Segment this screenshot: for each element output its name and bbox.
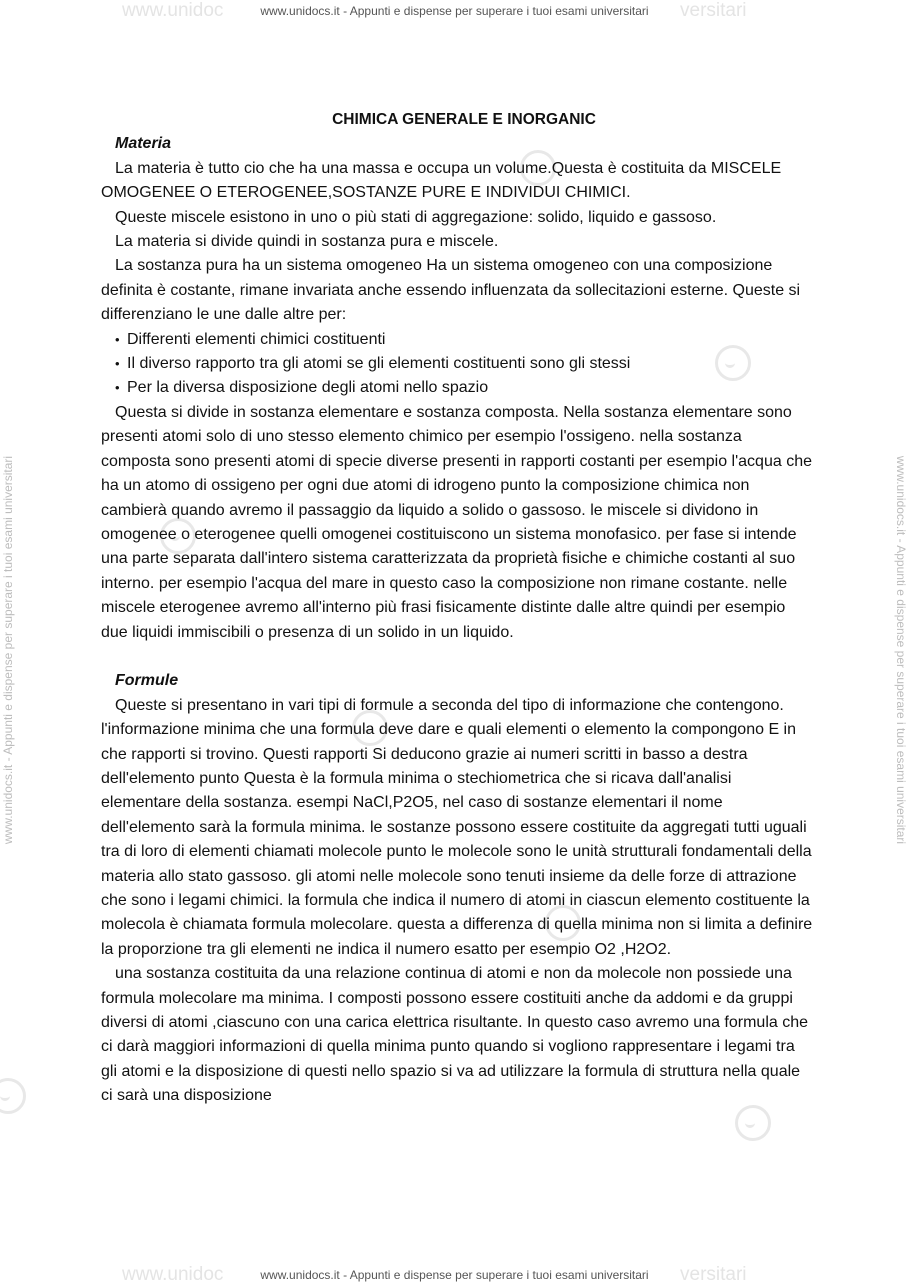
- document-title: CHIMICA GENERALE E INORGANIC: [332, 111, 596, 128]
- spacer: [101, 645, 813, 669]
- paragraph: Queste miscele esistono in uno o più stati di aggregazione: solido, liquido e gassoso.: [115, 208, 717, 226]
- list-item: • Il diverso rapporto tra gli atomi se gli elementi costituenti sono gli stessi: [115, 352, 813, 376]
- paragraph: Queste si presentano in vari tipi di formule a seconda del tipo di informazione che contengono. l'informazione minima che una formula deve dare e quali elementi o elemento la compongono E in che rapporti si trovino. Questi rapporti Si deducono grazie ai numeri scritti in basso a destra dell'elemento punto Questa è la formula minima o stechiometrica che si ricava dall'analisi elementare della sostanza. esempi NaCl,P2O5, nel caso di sostanze elementari il nome dell'elemento sarà la formula minima. le sostanze possono essere costituite da aggregati tutti uguali tra di loro di elementi chiamati molecole punto le molecole sono le unità strutturali fondamentali della materia allo stato gassoso. gli atomi nelle molecole sono tenuti insieme da delle forze di attrazione che sono i legami chimici. la formula che indica il numero di atomi in ciascun elemento costituente la molecola è chiamata formula molecolare. questa a differenza di quella minima non si limita a definire la proporzione tra gli elementi ne indica il numero esatto per esempio O2 ,H2O2.: [101, 696, 813, 958]
- paragraph: Questa si divide in sostanza elementare e sostanza composta. Nella sostanza elementare sono presenti atomi solo di uno stesso elemento chimico per esempio l'ossigeno. nella sostanza composta sono presenti atomi di specie diverse presenti in rapporti costanti per esempio l'acqua che ha un atomo di ossigeno per ogni due atomi di idrogeno punto la composizione chimica non cambierà quando avremo il passaggio da liquido a solido o gassoso. le miscele si dividono in omogenee o eterogenee quelli omogenei costituiscono un sistema monofasico. per fase si intende una parte separata dall'intero sistema caratterizzata da proprietà fisiche e chimiche costanti al suo interno. per esempio l'acqua del mare in questo caso la composizione non rimane costante. nelle miscele eterogenee avremo all'interno più frasi fisicamente distinte dalle altre quindi per esempio due liquidi immiscibili o presenza di un solido in un liquido.: [101, 403, 812, 641]
- top-watermark-banner: [0, 0, 909, 21]
- right-side-watermark: www.unidocs.it - Appunti e dispense per superare i tuoi esami universitari: [894, 455, 908, 845]
- paragraph: La sostanza pura ha un sistema omogeneo Ha un sistema omogeneo con una composizione definita è costante, rimane invariata anche essendo influenzata da sollecitazioni esterne. Queste si differenziano le une dalle altre per:: [101, 257, 801, 324]
- list-item: • Differenti elementi chimici costituenti: [115, 328, 813, 352]
- section-heading-formule: Formule: [115, 672, 179, 690]
- ghost-watermark-right: versitari: [680, 1264, 747, 1285]
- ghost-watermark-left: www.unidoc: [122, 1264, 224, 1285]
- paragraph: una sostanza costituita da una relazione continua di atomi e non da molecole non possiede una formula molecolare ma minima. I composti possono essere costituiti anche da addomi e da gruppi diversi di atomi ,ciascuno con una carica elettrica risultante. In questo caso avremo una formula che ci darà maggiori informazioni di quella minima punto quando si vogliono rappresentare i legami tra gli atomi e la disposizione di questi nello spazio si va ad utilizzare la formula di struttura nella quale ci sarà una disposizione: [101, 965, 809, 1105]
- paragraph: La materia si divide quindi in sostanza pura e miscele.: [115, 233, 499, 251]
- bullet-list: [101, 328, 813, 401]
- bottom-banner-text: www.unidocs.it - Appunti e dispense per superare i tuoi esami universitari: [260, 1268, 649, 1282]
- paragraph: La materia è tutto cio che ha una massa e occupa un volume.Questa è costituita da MISCELE OMOGENEE O ETEROGENEE,SOSTANZE PURE E INDIVIDUI CHIMICI.: [101, 159, 782, 202]
- ghost-watermark-left: www.unidoc: [122, 0, 224, 21]
- ghost-watermark-right: versitari: [680, 0, 747, 21]
- list-item: • Per la diversa disposizione degli atomi nello spazio: [115, 376, 813, 400]
- watermark-logo-icon: [735, 1105, 771, 1141]
- left-side-watermark: www.unidocs.it - Appunti e dispense per superare i tuoi esami universitari: [1, 455, 15, 845]
- top-banner-text: www.unidocs.it - Appunti e dispense per superare i tuoi esami universitari: [260, 4, 649, 18]
- watermark-logo-icon: [0, 1078, 26, 1114]
- document-body: [101, 108, 813, 1109]
- bottom-watermark-banner: [0, 1264, 909, 1285]
- section-heading-materia: Materia: [115, 135, 172, 153]
